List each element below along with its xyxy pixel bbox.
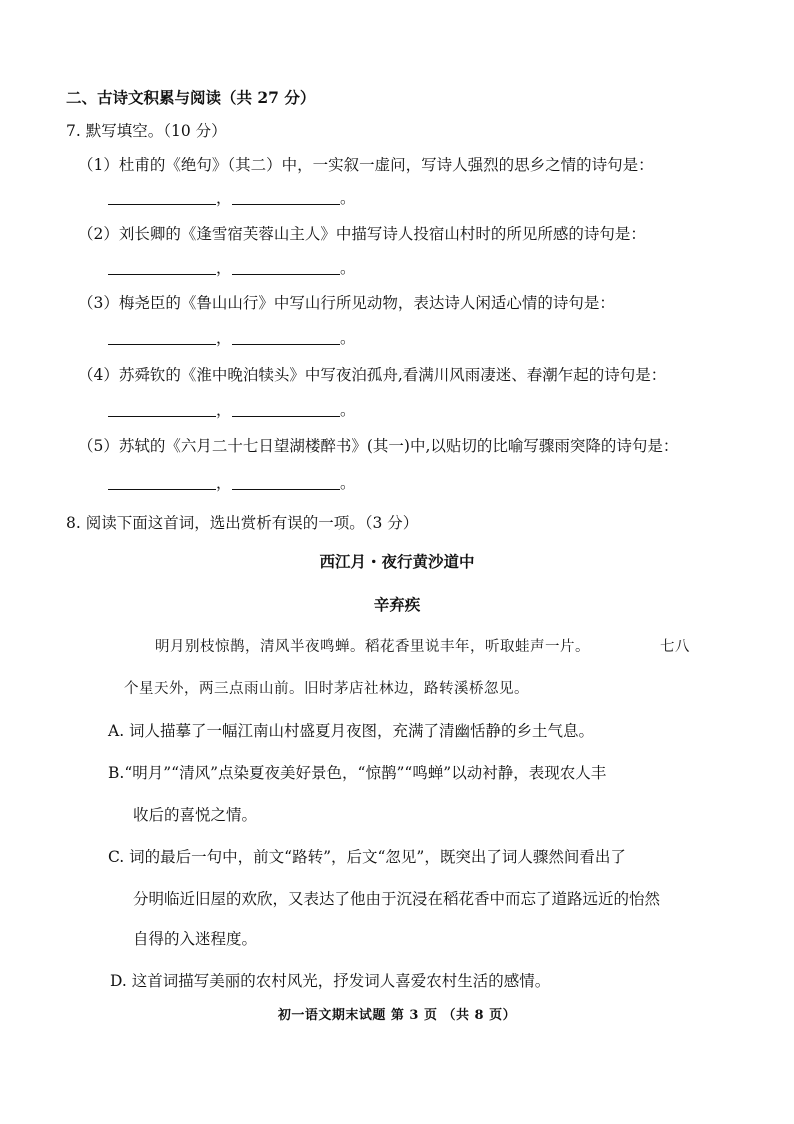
question-7-title: 7. 默写填空。（10 分）: [66, 122, 227, 140]
option-c-line-3: 自得的入迷程度。: [133, 930, 258, 948]
answer-blank[interactable]: [232, 344, 340, 345]
period: 。: [340, 189, 356, 207]
answer-blank[interactable]: [232, 416, 340, 417]
option-a: A. 词人描摹了一幅江南山村盛夏月夜图，充满了清幽恬静的乡土气息。: [108, 722, 595, 740]
option-b-line-2: 收后的喜悦之情。: [133, 806, 258, 824]
option-d: D. 这首词描写美丽的农村风光，抒发词人喜爱农村生活的感情。: [110, 972, 551, 990]
q7-item-1: （1）杜甫的《绝句》（其二）中，一实叙一虚问，写诗人强烈的思乡之情的诗句是：: [78, 156, 654, 174]
q7-item-2: （2）刘长卿的《逢雪宿芙蓉山主人》中描写诗人投宿山村时的所见所感的诗句是：: [78, 225, 646, 243]
comma: ，: [216, 329, 232, 347]
poem-line-1-tail: 七八: [660, 639, 690, 655]
option-b-line-1: B.“明月”“清风”点染夏夜美好景色，“惊鹊”“鸣蝉”以动衬静，表现农人丰: [108, 764, 607, 782]
comma: ，: [216, 189, 232, 207]
answer-blank[interactable]: [232, 204, 340, 205]
q7-item-5: （5）苏轼的《六月二十七日望湖楼醉书》(其一)中,以贴切的比喻写骤雨突降的诗句是：: [78, 437, 679, 455]
poem-author: 辛弃疾: [373, 595, 421, 614]
period: 。: [340, 401, 356, 419]
q7-item-3-blanks[interactable]: [108, 328, 358, 348]
answer-blank[interactable]: [108, 416, 216, 417]
answer-blank[interactable]: [232, 489, 340, 490]
q7-item-4-blanks[interactable]: [108, 400, 358, 420]
poem-line-2: 个星天外，两三点雨山前。旧时茅店社林边，路转溪桥忽见。: [124, 681, 529, 697]
comma: ，: [216, 259, 232, 277]
q7-item-2-blanks[interactable]: [108, 258, 358, 278]
option-c-line-2: 分明临近旧屋的欢欣，又表达了他由于沉浸在稻花香中而忘了道路远近的怡然: [133, 890, 661, 908]
period: 。: [340, 474, 356, 492]
section-title: 二、古诗文积累与阅读（共 27 分）: [66, 88, 316, 107]
comma: ，: [216, 401, 232, 419]
period: 。: [340, 329, 356, 347]
comma: ，: [216, 474, 232, 492]
option-c-line-1: C. 词的最后一句中，前文“路转”，后文“忽见”，既突出了词人骤然间看出了: [108, 848, 626, 866]
answer-blank[interactable]: [108, 344, 216, 345]
q7-item-3: （3）梅尧臣的《鲁山山行》中写山行所见动物，表达诗人闲适心情的诗句是：: [78, 294, 615, 312]
question-8-title: 8. 阅读下面这首词，选出赏析有误的一项。（3 分）: [66, 514, 419, 532]
period: 。: [340, 259, 356, 277]
q7-item-5-blanks[interactable]: [108, 473, 358, 493]
poem-line-1: 明月别枝惊鹊，清风半夜鸣蝉。稻花香里说丰年，听取蛙声一片。: [155, 639, 590, 655]
answer-blank[interactable]: [108, 204, 216, 205]
answer-blank[interactable]: [108, 274, 216, 275]
answer-blank[interactable]: [108, 489, 216, 490]
page-footer: 初一语文期末试题 第 3 页 （共 8 页）: [277, 1008, 517, 1023]
q7-item-1-blanks[interactable]: [108, 188, 358, 208]
poem-title: 西江月・夜行黄沙道中: [319, 552, 475, 571]
answer-blank[interactable]: [232, 274, 340, 275]
q7-item-4: （4）苏舜钦的《淮中晚泊犊头》中写夜泊孤舟,看满川风雨凄迷、春潮乍起的诗句是：: [78, 366, 667, 384]
